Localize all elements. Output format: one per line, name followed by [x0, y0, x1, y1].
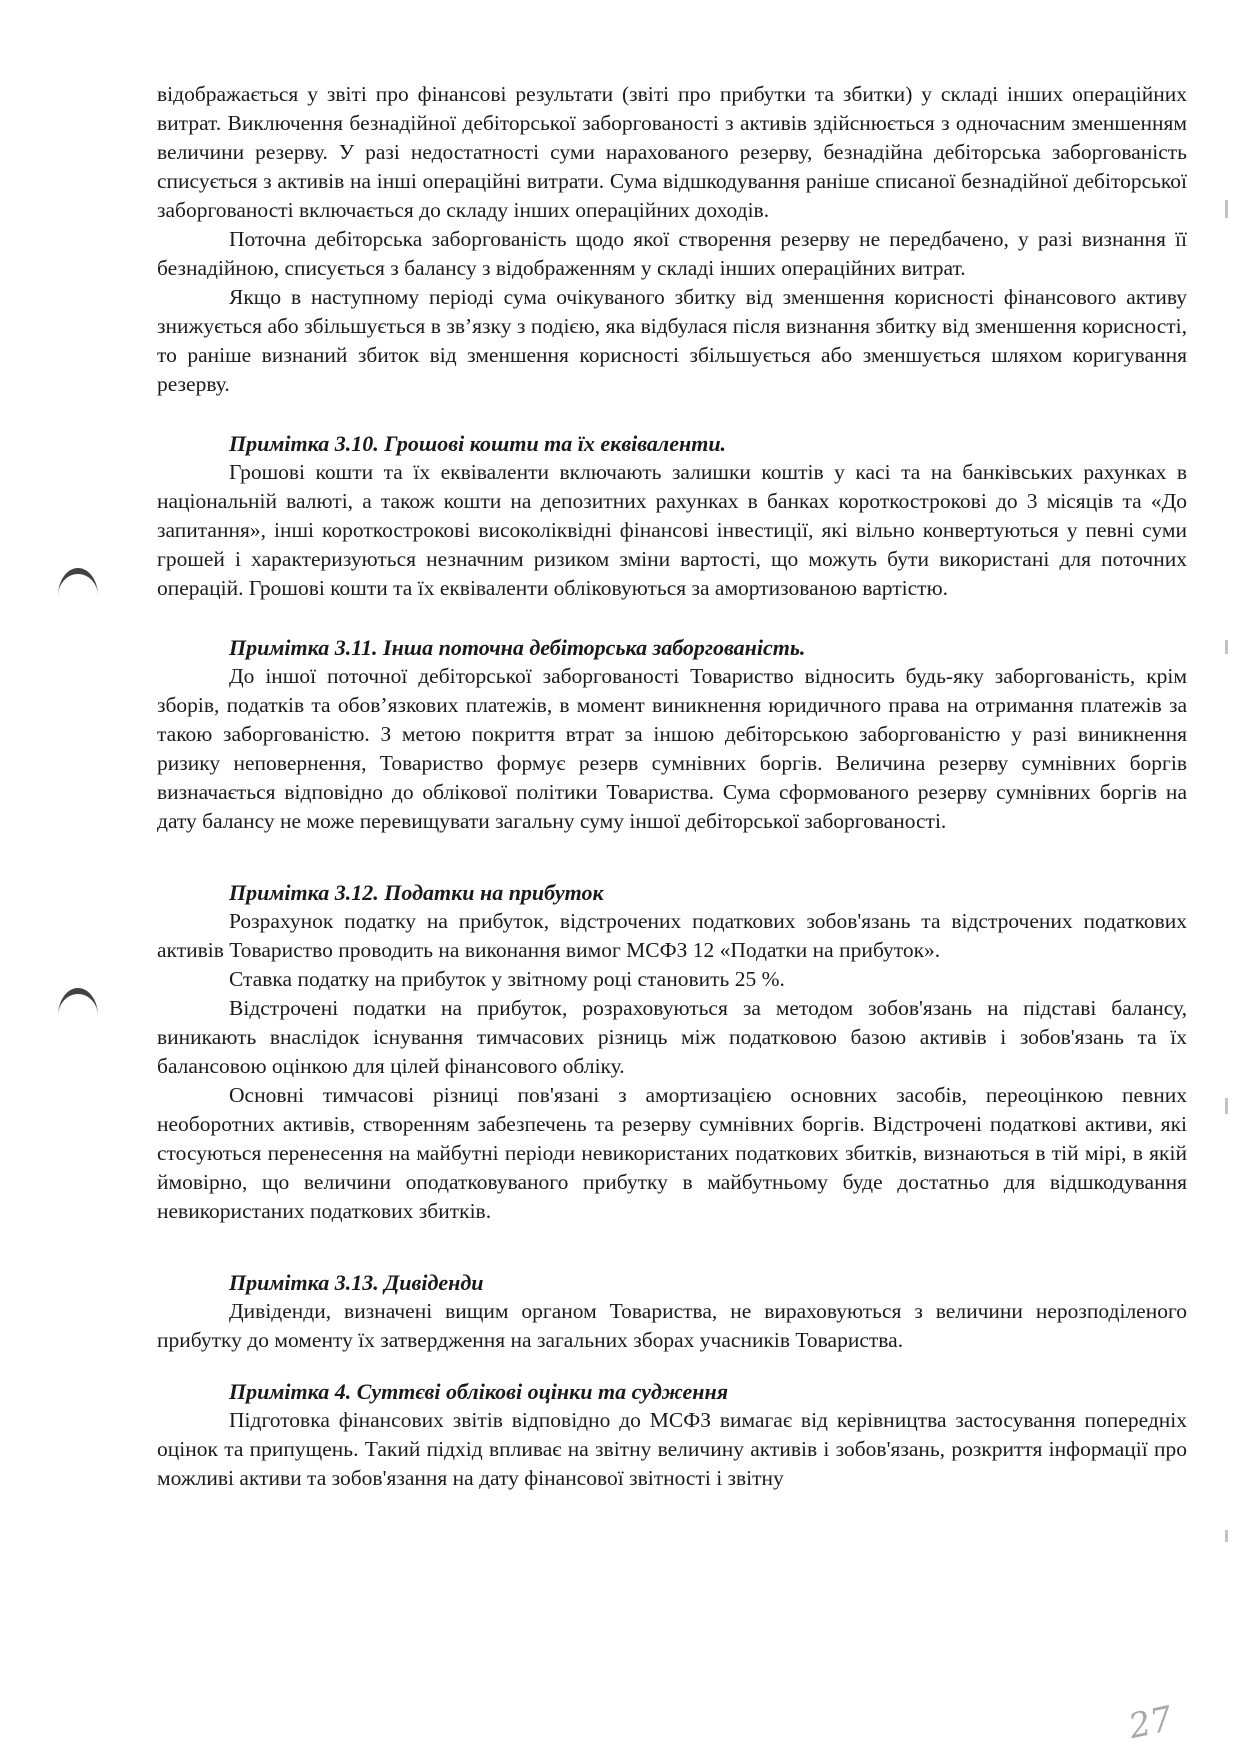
paragraph: Ставка податку на прибуток у звітному році становить 25 %. — [229, 967, 785, 991]
scan-edge-mark — [1225, 1098, 1228, 1114]
section-heading-note-3-11: Примітка 3.11. Інша поточна дебіторська заборгованість. — [229, 635, 806, 660]
paragraph: Грошові кошти та їх еквіваленти включають залишки коштів у касі та на банківських рахунках в національній валюті, а також кошти на депозитних рахунках в банках короткострокові до 3 місяців та «До запитання», інші короткострокові високоліквідні фінансові інвестиції, які вільно конвертуються у певні суми грошей і характеризуються незначним ризиком зміни вартості, що можуть бути використані для поточних операцій. Грошові кошти та їх еквіваленти обліковуються за амортизованою вартістю. — [157, 460, 1187, 600]
paragraph: Розрахунок податку на прибуток, відстрочених податкових зобов'язань та відстрочених податкових активів Товариство проводить на виконання вимог МСФЗ 12 «Податки на прибуток». — [157, 909, 1187, 962]
paragraph-continued: відображається у звіті про фінансові результати (звіті про прибутки та збитки) у складі інших операційних витрат. Виключення безнадійної дебіторської заборгованості з активів здійснюється з одночасним зменшенням величини резерву. У разі недостатності суми нарахованого резерву, безнадійна дебіторська заборгованість списується з активів на інші операційні витрати. Сума відшкодування раніше списаної безнадійної дебіторської заборгованості включається до складу інших операційних доходів. — [157, 82, 1187, 222]
paragraph: Поточна дебіторська заборгованість щодо якої створення резерву не передбачено, у разі визнання її безнадійною, списується з балансу з відображенням у складі інших операційних витрат. — [157, 227, 1187, 280]
document-page — [157, 80, 1187, 1493]
paragraph: Відстрочені податки на прибуток, розраховуються за методом зобов'язань на підставі балансу, виникають внаслідок існування тимчасових різниць між податковою базою активів і зобов'язань та їх балансовою оцінкою для цілей фінансового обліку. — [157, 996, 1187, 1078]
punch-hole-upper — [58, 568, 98, 596]
scan-edge-mark — [1225, 200, 1228, 218]
scan-edge-mark — [1225, 640, 1228, 654]
punch-hole-lower — [58, 988, 98, 1016]
section-heading-note-3-13: Примітка 3.13. Дивіденди — [229, 1270, 484, 1295]
handwritten-page-number: 27 — [1125, 1698, 1176, 1748]
paragraph: Якщо в наступному періоді сума очікуваного збитку від зменшення корисності фінансового активу знижується або збільшується в зв’язку з подією, яка відбулася після визнання збитку від зменшення корисності, то раніше визнаний збиток від зменшення корисності збільшується або зменшується шляхом коригування резерву. — [157, 285, 1187, 396]
paragraph: До іншої поточної дебіторської заборгованості Товариство відносить будь-яку заборгованість, крім зборів, податків та обов’язкових платежів, в момент виникнення юридичного права на отримання платежів за такою заборгованістю. З метою покриття втрат за іншою дебіторською заборгованістю у разі виникнення ризику неповернення, Товариство формує резерв сумнівних боргів. Величина резерву сумнівних боргів визначається відповідно до облікової політики Товариства. Сума сформованого резерву сумнівних боргів на дату балансу не може перевищувати загальну суму іншої дебіторської заборгованості. — [157, 664, 1187, 833]
section-heading-note-4: Примітка 4. Суттєві облікові оцінки та судження — [229, 1379, 729, 1404]
section-heading-note-3-12: Примітка 3.12. Податки на прибуток — [229, 880, 604, 905]
section-heading-note-3-10: Примітка 3.10. Грошові кошти та їх еквіваленти. — [229, 431, 727, 456]
paragraph: Основні тимчасові різниці пов'язані з амортизацією основних засобів, переоцінкою певних необоротних активів, створенням забезпечень та резерву сумнівних боргів. Відстрочені податкові активи, які стосуються перенесення на майбутні періоди невикористаних податкових збитків, визнаються в тій мірі, в якій ймовірно, що величини оподатковуваного прибутку в майбутньому буде достатньо для відшкодування невикористаних податкових збитків. — [157, 1083, 1187, 1223]
paragraph: Дивіденди, визначені вищим органом Товариства, не вираховуються з величини нерозподіленого прибутку до моменту їх затвердження на загальних зборах учасників Товариства. — [157, 1299, 1187, 1352]
paragraph: Підготовка фінансових звітів відповідно до МСФЗ вимагає від керівництва застосування попередніх оцінок та припущень. Такий підхід впливає на звітну величину активів і зобов'язань, розкриття інформації про можливі активи та зобов'язання на дату фінансової звітності і звітну — [157, 1408, 1187, 1490]
scan-edge-mark — [1225, 1530, 1228, 1542]
